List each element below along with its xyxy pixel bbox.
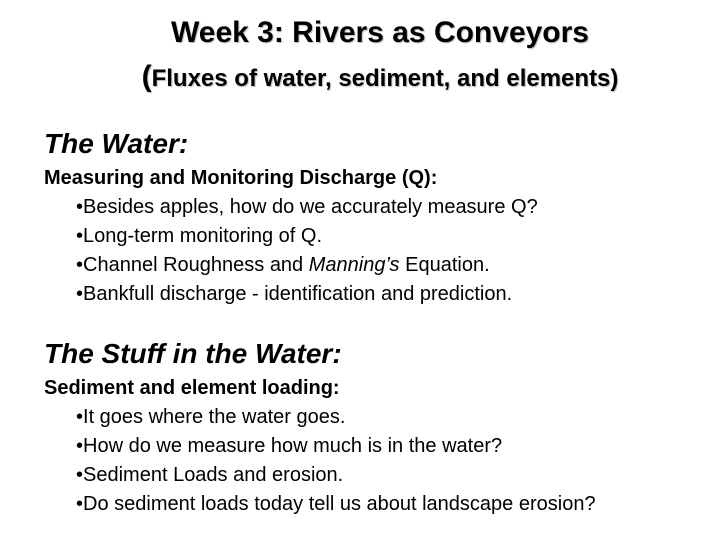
bullet-item bbox=[76, 461, 596, 490]
section-subheading-loading: Sediment and element loading: bbox=[44, 377, 340, 399]
bullet-item bbox=[76, 251, 538, 280]
bullet-icon: • bbox=[76, 254, 84, 276]
bullet-text: Sediment Loads and erosion. bbox=[83, 464, 344, 486]
bullet-text: Besides apples, how do we accurately measure Q? bbox=[83, 196, 538, 218]
bullet-list-stuff bbox=[76, 403, 596, 519]
bullet-icon: • bbox=[76, 435, 84, 457]
section-subheading-discharge: Measuring and Monitoring Discharge (Q): bbox=[44, 167, 438, 189]
section-heading-stuff-in-water: The Stuff in the Water: bbox=[44, 338, 342, 369]
bullet-text: How do we measure how much is in the water? bbox=[83, 435, 503, 457]
slide-subtitle-open-paren: ( bbox=[141, 60, 152, 93]
bullet-text-italic: Manning’s bbox=[308, 254, 400, 276]
bullet-icon: • bbox=[76, 225, 84, 247]
bullet-icon: • bbox=[76, 406, 84, 428]
bullet-text: Bankfull discharge - identification and prediction. bbox=[83, 283, 513, 305]
bullet-text: Do sediment loads today tell us about landscape erosion? bbox=[83, 493, 596, 515]
bullet-text-part: Equation. bbox=[399, 254, 490, 276]
bullet-item bbox=[76, 490, 596, 519]
bullet-item bbox=[76, 403, 596, 432]
section-heading-water: The Water: bbox=[44, 128, 189, 159]
slide-title-text: Week 3: Rivers as Conveyors bbox=[171, 16, 589, 49]
bullet-item bbox=[76, 222, 538, 251]
slide-subtitle bbox=[0, 60, 720, 94]
bullet-icon: • bbox=[76, 283, 84, 305]
bullet-list-water bbox=[76, 193, 538, 309]
slide-title bbox=[0, 16, 720, 50]
bullet-text: Long-term monitoring of Q. bbox=[83, 225, 323, 247]
bullet-text: It goes where the water goes. bbox=[83, 406, 346, 428]
bullet-text-part: Channel Roughness and bbox=[83, 254, 309, 276]
bullet-item bbox=[76, 280, 538, 309]
slide-subtitle-text: Fluxes of water, sediment, and elements) bbox=[151, 65, 619, 92]
bullet-icon: • bbox=[76, 493, 84, 515]
bullet-icon: • bbox=[76, 464, 84, 486]
bullet-item bbox=[76, 432, 596, 461]
bullet-icon: • bbox=[76, 196, 84, 218]
bullet-item bbox=[76, 193, 538, 222]
